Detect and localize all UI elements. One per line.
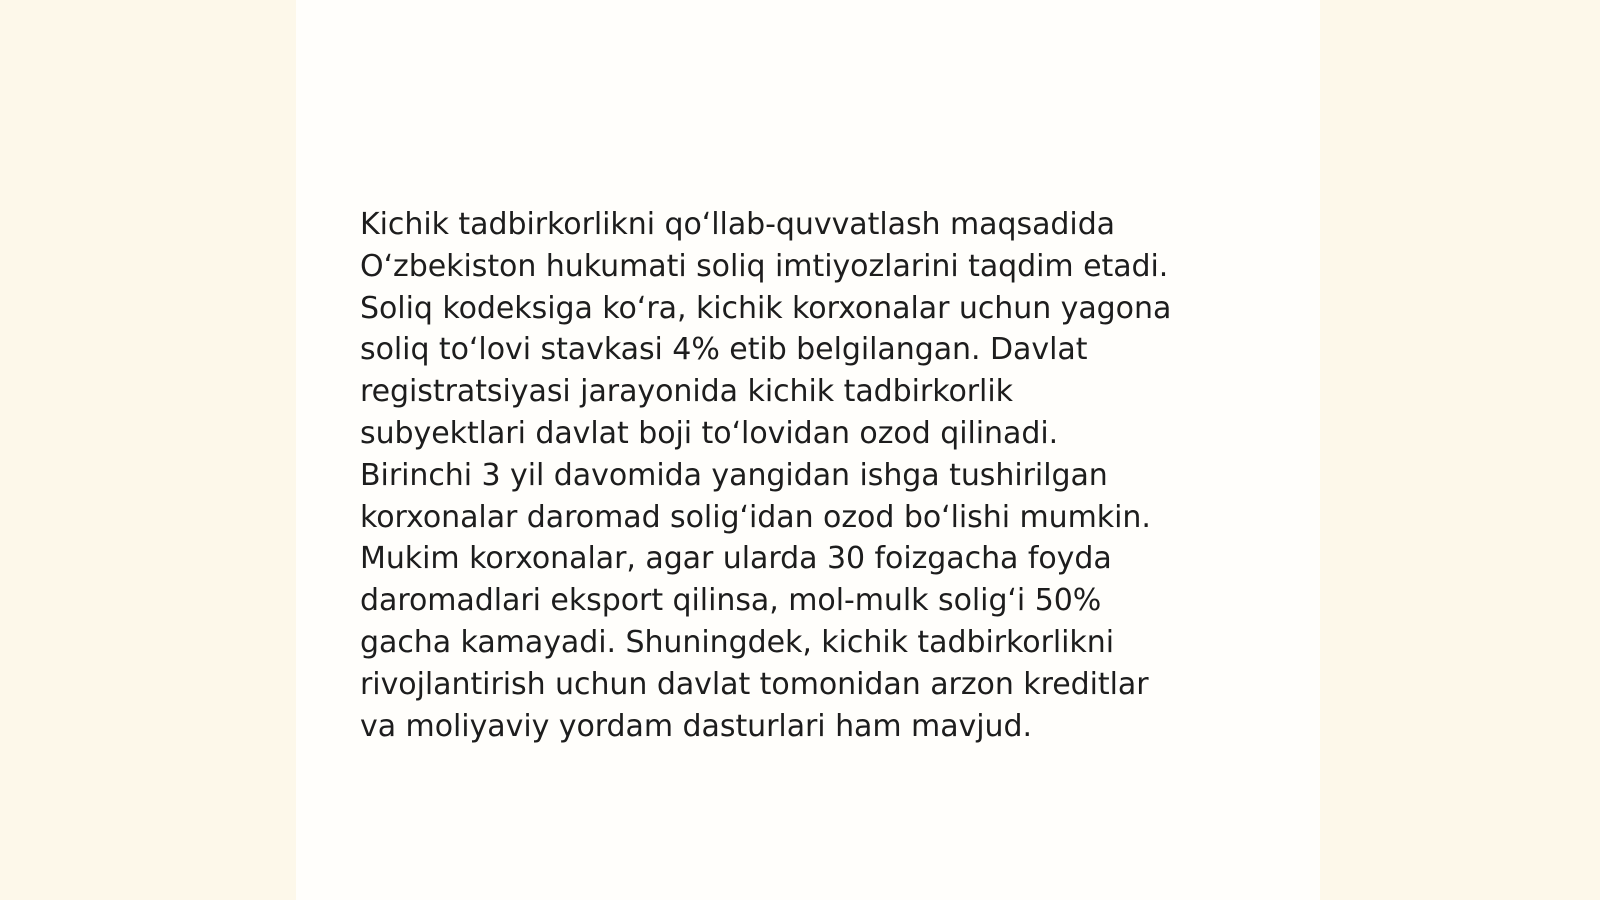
document-page bbox=[296, 0, 1320, 900]
body-paragraph: Kichik tadbirkorlikni qoʻllab-quvvatlash maqsadida Oʻzbekiston hukumati soliq imtiyozlarini taqdim etadi. Soliq kodeksiga koʻra, kichik korxonalar uchun yagona soliq toʻlovi stavkasi 4% etib belgilangan. Davlat registratsiyasi jarayonida kichik tadbirkorlik subyektlari davlat boji toʻlovidan ozod qilinadi. Birinchi 3 yil davomida yangidan ishga tushirilgan korxonalar daromad soligʻidan ozod boʻlishi mumkin. Mukim korxonalar, agar ularda 30 foizgacha foyda daromadlari eksport qilinsa, mol-mulk soligʻi 50% gacha kamayadi. Shuningdek, kichik tadbirkorlikni rivojlantirish uchun davlat tomonidan arzon kreditlar va moliyaviy yordam dasturlari ham mavjud. bbox=[360, 207, 1172, 744]
